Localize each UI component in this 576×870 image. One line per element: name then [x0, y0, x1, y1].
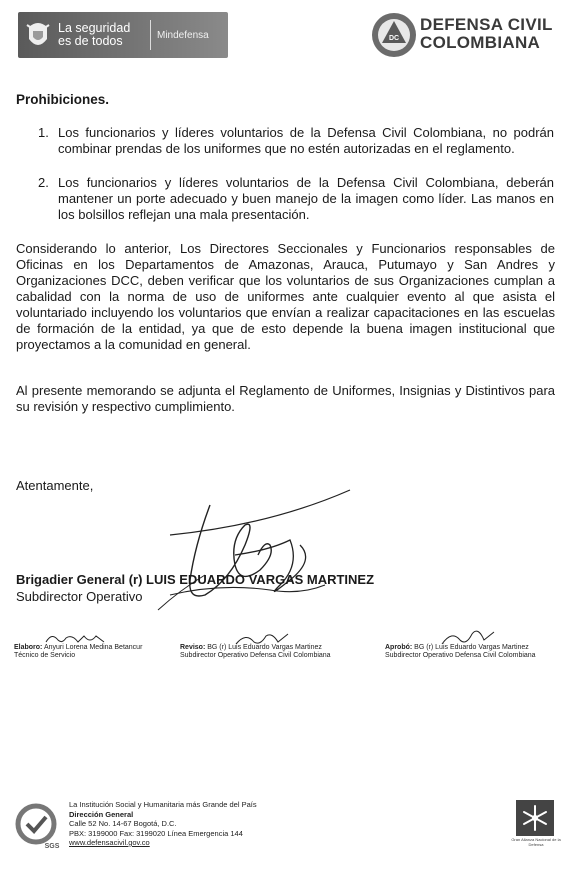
body-paragraph-1: Considerando lo anterior, Los Directores Seccionales y Funcionarios responsables de Oficinas en los Departamentos de Amazonas, Arauca, Putumayo y San Andres y Organizaciones DCC, deben verificar que los voluntarios de sus Organizaciones cumplan a cabalidad con la norma de uso de uniformes ante cualquier evento al que asista el voluntariado incluyendo los voluntarios que envían a realizar capacitaciones en las escuelas de formación de la entidad, ya que de esto depende la buena imagen institucional que proyectamos a la comunidad en general. [16, 241, 555, 352]
aprobo-label: Aprobó: [385, 644, 413, 651]
aprobo-name: BG (r) Luis Eduardo Vargas Martinez [414, 644, 529, 651]
government-banner [18, 12, 228, 58]
footer-address: Calle 52 No. 14-67 Bogotá, D.C. [69, 819, 177, 828]
elaboro-block [14, 644, 142, 660]
signatory-role: Subdirector Operativo [16, 589, 143, 604]
list-item [38, 125, 554, 157]
ministry-name: Mindefensa [157, 29, 209, 41]
aprobo-role: Subdirector Operativo Defensa Civil Colombiana [385, 652, 536, 659]
body-paragraph-2: Al presente memorando se adjunta el Reglamento de Uniformes, Insignias y Distintivos para su revisión y respectivo cumplimiento. [16, 383, 555, 414]
closing-salutation: Atentamente, [16, 478, 94, 493]
elaboro-name: Anyuri Lorena Medina Betancur [43, 644, 143, 651]
footer-phones: PBX: 3199000 Fax: 3199020 Línea Emergencia 144 [69, 828, 243, 838]
government-slogan [58, 22, 144, 48]
reviso-role: Subdirector Operativo Defensa Civil Colombiana [180, 652, 331, 659]
reviso-name: BG (r) Luis Eduardo Vargas Martinez [207, 644, 322, 651]
organization-name [420, 16, 553, 52]
reviso-label: Reviso: [180, 644, 206, 651]
elaboro-role: Técnico de Servicio [14, 652, 76, 659]
snowflake-alliance-icon [516, 800, 554, 836]
reviso-block [180, 644, 331, 660]
banner-divider [150, 20, 151, 50]
seal-center-text: DC [388, 35, 400, 42]
footer-website-link[interactable]: www.defensacivil.gov.co [69, 838, 150, 847]
footer-office: Dirección General [69, 809, 134, 819]
list-text: Los funcionarios y líderes voluntarios de la Defensa Civil Colombiana, no podrán combinar prendas de los uniformes que no estén autorizadas en el reglamento. [58, 125, 554, 156]
slogan-line-2: es de todos [58, 34, 123, 48]
organization-line-1: DEFENSA CIVIL [420, 15, 553, 34]
list-number: 1. [38, 125, 49, 140]
footer-logo-caption: Gran Alianza Nacional de la Defensa [511, 837, 561, 847]
list-number: 2. [38, 175, 49, 190]
list-text: Los funcionarios y líderes voluntarios de la Defensa Civil Colombiana, deberán mantener un porte adecuado y buen manejo de la imagen como líder. Las manos en los bolsillos reflejan una mala presentación. [58, 175, 554, 222]
signatory-name: Brigadier General (r) LUIS EDUARDO VARGAS MARTINEZ [16, 572, 375, 587]
footer-tagline: La Institución Social y Humanitaria más Grande del País [69, 800, 257, 809]
section-heading: Prohibiciones. [16, 92, 110, 107]
footer-contact [69, 800, 257, 848]
aprobo-block [385, 644, 536, 660]
organization-line-2: COLOMBIANA [420, 33, 541, 52]
coat-of-arms-icon [18, 12, 58, 58]
sgs-certification-icon [14, 802, 62, 850]
handwritten-signature [150, 485, 370, 620]
list-item [38, 175, 554, 223]
sgs-label: SGS [44, 843, 60, 850]
defensa-civil-seal-icon [371, 12, 417, 58]
elaboro-label: Elaboro: [14, 644, 43, 651]
slogan-line-1: La seguridad [58, 21, 131, 35]
